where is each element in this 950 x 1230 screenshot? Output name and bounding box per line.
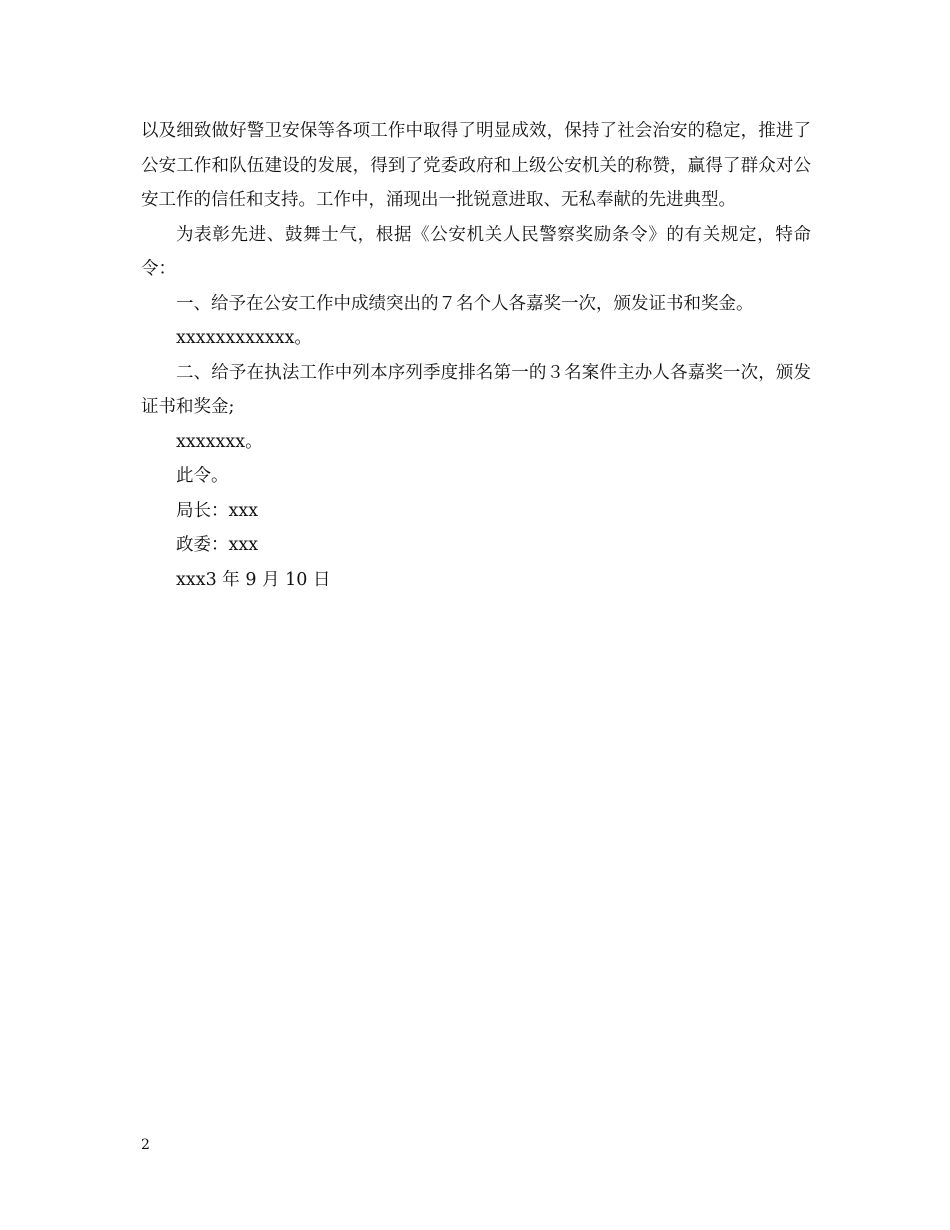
- paragraph-achievements: 以及细致做好警卫安保等各项工作中取得了明显成效，保持了社会治安的稳定，推进了公安工作和队伍建设的发展，得到了党委政府和上级公安机关的称赞，赢得了群众对公安工作的信任和支持。工作中，涌现出一批锐意进取、无私奉献的先进典型。: [141, 121, 811, 210]
- paragraph-award-item-two: 二、给予在执法工作中列本序列季度排名第一的３名案件主办人各嘉奖一次，颁发证书和奖金;: [141, 362, 811, 417]
- paragraph-award-two-names: xxxxxxx。: [176, 431, 263, 452]
- paragraph-award-one-names: xxxxxxxxxxxx。: [176, 328, 312, 348]
- signature-director: 局长：xxx: [176, 500, 259, 521]
- signature-political-commissar: 政委：xxx: [176, 535, 259, 555]
- paragraph-commendation-basis: 为表彰先进、鼓舞士气，根据《公安机关人民警察奖励条令》的有关规定，特命令：: [141, 224, 811, 279]
- paragraph-award-item-one: 一、给予在公安工作中成绩突出的７名个人各嘉奖一次，颁发证书和奖金。: [176, 293, 754, 314]
- page-number: 2: [141, 1137, 150, 1153]
- paragraph-order-closing: 此令。: [176, 466, 229, 486]
- document-date: xxx3 年 9 月 10 日: [176, 569, 331, 590]
- document-body: [141, 114, 811, 597]
